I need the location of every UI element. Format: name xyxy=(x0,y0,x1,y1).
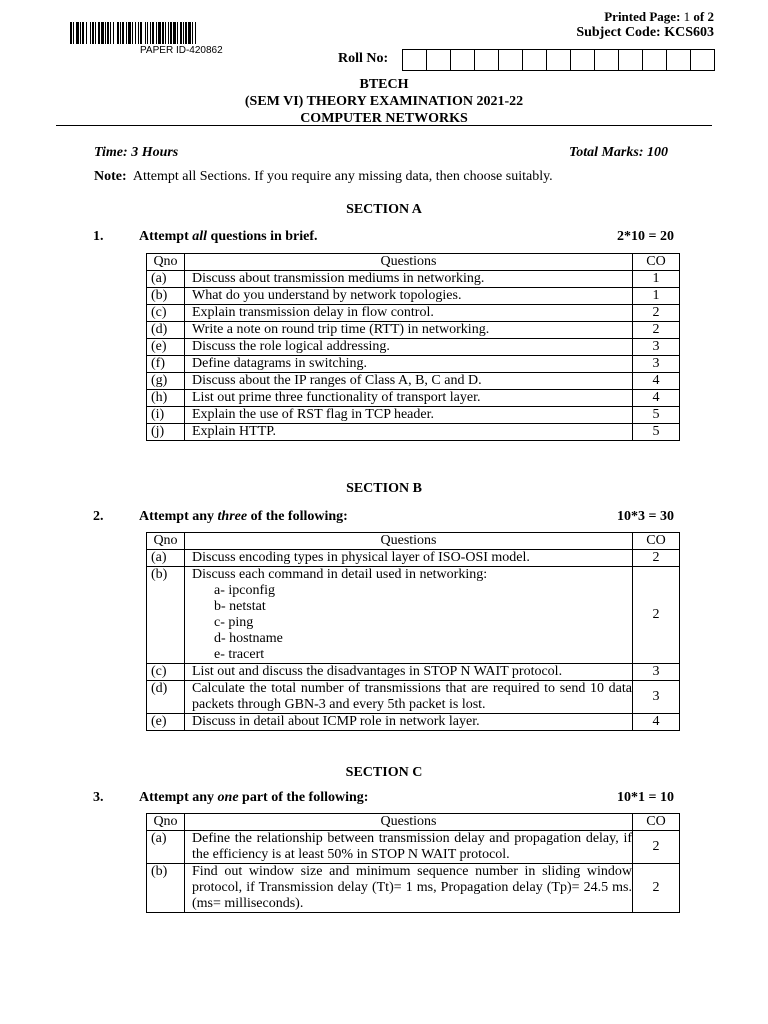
section-b-number: 2. xyxy=(93,509,104,524)
questions-header: Questions xyxy=(185,814,633,831)
question-number: (e) xyxy=(147,339,185,356)
section-a-marks: 2*10 = 20 xyxy=(617,229,674,244)
course-outcome: 4 xyxy=(633,390,680,407)
printed-page-label: Printed Page: xyxy=(604,9,681,24)
course-outcome: 2 xyxy=(633,831,680,864)
roll-number-box[interactable] xyxy=(451,50,475,70)
subitem: a- ipconfig xyxy=(214,583,276,598)
course-outcome: 2 xyxy=(633,864,680,913)
question-text xyxy=(185,322,633,339)
question-text-content: Discuss encoding types in physical layer of ISO-OSI model. xyxy=(192,550,530,565)
co-header: CO xyxy=(633,533,680,550)
barcode xyxy=(70,22,300,44)
question-number: (j) xyxy=(147,424,185,441)
printed-page-number: 1 xyxy=(683,9,691,24)
question-text xyxy=(185,567,633,664)
total-marks: Total Marks: 100 xyxy=(568,145,668,160)
question-row xyxy=(147,664,680,681)
table-header-row xyxy=(147,254,680,271)
course-outcome: 3 xyxy=(633,339,680,356)
questions-header: Questions xyxy=(185,533,633,550)
paper-id: PAPER ID-420862 xyxy=(140,45,223,56)
course-outcome: 2 xyxy=(633,322,680,339)
printed-page xyxy=(604,9,714,25)
roll-number-box[interactable] xyxy=(427,50,451,70)
question-number: (g) xyxy=(147,373,185,390)
qno-header: Qno xyxy=(147,254,185,271)
question-text xyxy=(185,681,633,714)
question-text-content: Calculate the total number of transmissions that are required to send 10 data packets through GBN-3 and every 5th packet is lost. xyxy=(192,681,632,712)
course-outcome: 3 xyxy=(633,356,680,373)
question-row xyxy=(147,714,680,731)
question-number: (d) xyxy=(147,322,185,339)
question-row xyxy=(147,424,680,441)
course-outcome: 2 xyxy=(633,567,680,664)
instruction-emphasis: three xyxy=(217,509,248,524)
question-text-content: Discuss about transmission mediums in networking. xyxy=(192,271,485,286)
question-text-content: Explain HTTP. xyxy=(192,424,276,439)
question-text-content: Define the relationship between transmission delay and propagation delay, if the efficiency is at least 50% in STOP N WAIT protocol. xyxy=(192,831,632,862)
printed-page-total: of 2 xyxy=(693,9,714,24)
section-c-marks: 10*1 = 10 xyxy=(617,790,674,805)
question-number: (a) xyxy=(147,550,185,567)
question-text-content: Write a note on round trip time (RTT) in networking. xyxy=(192,322,490,337)
subject-code: Subject Code: KCS603 xyxy=(576,25,714,40)
section-c-table xyxy=(146,813,680,913)
question-row xyxy=(147,390,680,407)
exam-note xyxy=(94,169,553,185)
question-number: (f) xyxy=(147,356,185,373)
question-number: (d) xyxy=(147,681,185,714)
instruction-pre: Attempt any xyxy=(139,790,218,805)
question-number: (a) xyxy=(147,831,185,864)
subitem: b- netstat xyxy=(214,599,266,614)
question-text xyxy=(185,664,633,681)
course-outcome: 3 xyxy=(633,664,680,681)
question-number: (h) xyxy=(147,390,185,407)
question-text-content: Discuss each command in detail used in networking: xyxy=(192,567,488,582)
roll-number-box[interactable] xyxy=(499,50,523,70)
question-text-content: Define datagrams in switching. xyxy=(192,356,367,371)
exam-time: Time: 3 Hours xyxy=(94,145,179,160)
section-b-marks: 10*3 = 30 xyxy=(617,509,674,524)
roll-number-box[interactable] xyxy=(403,50,427,70)
qno-header: Qno xyxy=(147,533,185,550)
instruction-pre: Attempt any xyxy=(139,509,218,524)
question-row xyxy=(147,271,680,288)
question-text xyxy=(185,339,633,356)
question-number: (c) xyxy=(147,305,185,322)
section-b-instruction xyxy=(139,509,348,525)
question-row xyxy=(147,681,680,714)
roll-number-box[interactable] xyxy=(571,50,595,70)
note-label: Note: xyxy=(94,169,127,184)
instruction-post: part of the following: xyxy=(238,790,369,805)
instruction-emphasis: one xyxy=(217,790,239,805)
course-outcome: 2 xyxy=(633,305,680,322)
question-text xyxy=(185,864,633,913)
question-text xyxy=(185,390,633,407)
question-text xyxy=(185,714,633,731)
question-text-content: List out prime three functionality of transport layer. xyxy=(192,390,481,405)
question-number: (b) xyxy=(147,864,185,913)
subitem: e- tracert xyxy=(214,647,265,662)
section-a-table xyxy=(146,253,680,441)
co-header: CO xyxy=(633,814,680,831)
question-text xyxy=(185,271,633,288)
section-b-title: SECTION B xyxy=(346,481,422,496)
question-row xyxy=(147,322,680,339)
question-number: (b) xyxy=(147,567,185,664)
question-row xyxy=(147,305,680,322)
question-row xyxy=(147,339,680,356)
course-outcome: 4 xyxy=(633,373,680,390)
question-number: (a) xyxy=(147,271,185,288)
question-row xyxy=(147,831,680,864)
header-divider xyxy=(56,125,712,126)
course-outcome: 2 xyxy=(633,550,680,567)
subitem: d- hostname xyxy=(214,631,283,646)
roll-number-boxes xyxy=(402,49,715,71)
question-number: (c) xyxy=(147,664,185,681)
question-text xyxy=(185,288,633,305)
question-number: (i) xyxy=(147,407,185,424)
course-title: COMPUTER NETWORKS xyxy=(300,111,468,126)
question-text xyxy=(185,407,633,424)
question-row xyxy=(147,373,680,390)
question-text-content: Discuss the role logical addressing. xyxy=(192,339,390,354)
course-outcome: 3 xyxy=(633,681,680,714)
section-a-number: 1. xyxy=(93,229,104,244)
course-outcome: 1 xyxy=(633,271,680,288)
roll-number-box[interactable] xyxy=(667,50,691,70)
roll-number-box[interactable] xyxy=(595,50,619,70)
section-a-title: SECTION A xyxy=(346,202,422,217)
question-text xyxy=(185,373,633,390)
section-a-instruction xyxy=(139,229,318,245)
instruction-pre: Attempt xyxy=(139,229,193,244)
questions-header: Questions xyxy=(185,254,633,271)
roll-number-box[interactable] xyxy=(547,50,571,70)
question-row xyxy=(147,567,680,664)
question-text-content: Discuss in detail about ICMP role in network layer. xyxy=(192,714,480,729)
co-header: CO xyxy=(633,254,680,271)
question-row xyxy=(147,864,680,913)
table-header-row xyxy=(147,814,680,831)
course-outcome: 5 xyxy=(633,407,680,424)
question-row xyxy=(147,288,680,305)
note-text: Attempt all Sections. If you require any missing data, then choose suitably. xyxy=(132,169,553,184)
roll-number-box[interactable] xyxy=(475,50,499,70)
roll-number-label: Roll No: xyxy=(338,51,389,66)
degree-title: BTECH xyxy=(359,77,409,92)
roll-number-box[interactable] xyxy=(691,50,714,70)
question-text-content: Discuss about the IP ranges of Class A, B, C and D. xyxy=(192,373,482,388)
question-number: (e) xyxy=(147,714,185,731)
course-outcome: 4 xyxy=(633,714,680,731)
question-subitems xyxy=(192,583,632,663)
question-text-content: Explain the use of RST flag in TCP header. xyxy=(192,407,434,422)
table-header-row xyxy=(147,533,680,550)
instruction-post: questions in brief. xyxy=(207,229,318,244)
question-text xyxy=(185,550,633,567)
section-c-number: 3. xyxy=(93,790,104,805)
subitem: c- ping xyxy=(214,615,254,630)
roll-number-box[interactable] xyxy=(523,50,547,70)
course-outcome: 5 xyxy=(633,424,680,441)
question-text xyxy=(185,305,633,322)
question-number: (b) xyxy=(147,288,185,305)
question-text-content: Find out window size and minimum sequence number in sliding window protocol, if Transmission delay (Tt)= 1 ms, Propagation delay (Tp)= 24.5 ms. (ms= milliseconds). xyxy=(192,864,632,911)
question-text xyxy=(185,831,633,864)
section-c-instruction xyxy=(139,790,368,806)
exam-title: (SEM VI) THEORY EXAMINATION 2021-22 xyxy=(244,94,524,109)
roll-number-box[interactable] xyxy=(643,50,667,70)
question-row xyxy=(147,407,680,424)
qno-header: Qno xyxy=(147,814,185,831)
section-c-title: SECTION C xyxy=(345,765,423,780)
question-text-content: What do you understand by network topologies. xyxy=(192,288,462,303)
section-b-table xyxy=(146,532,680,731)
question-text-content: List out and discuss the disadvantages in STOP N WAIT protocol. xyxy=(192,664,563,679)
roll-number-box[interactable] xyxy=(619,50,643,70)
question-row xyxy=(147,550,680,567)
question-text xyxy=(185,356,633,373)
instruction-emphasis: all xyxy=(192,229,208,244)
question-text-content: Explain transmission delay in flow control. xyxy=(192,305,434,320)
question-row xyxy=(147,356,680,373)
question-text xyxy=(185,424,633,441)
course-outcome: 1 xyxy=(633,288,680,305)
instruction-post: of the following: xyxy=(247,509,348,524)
